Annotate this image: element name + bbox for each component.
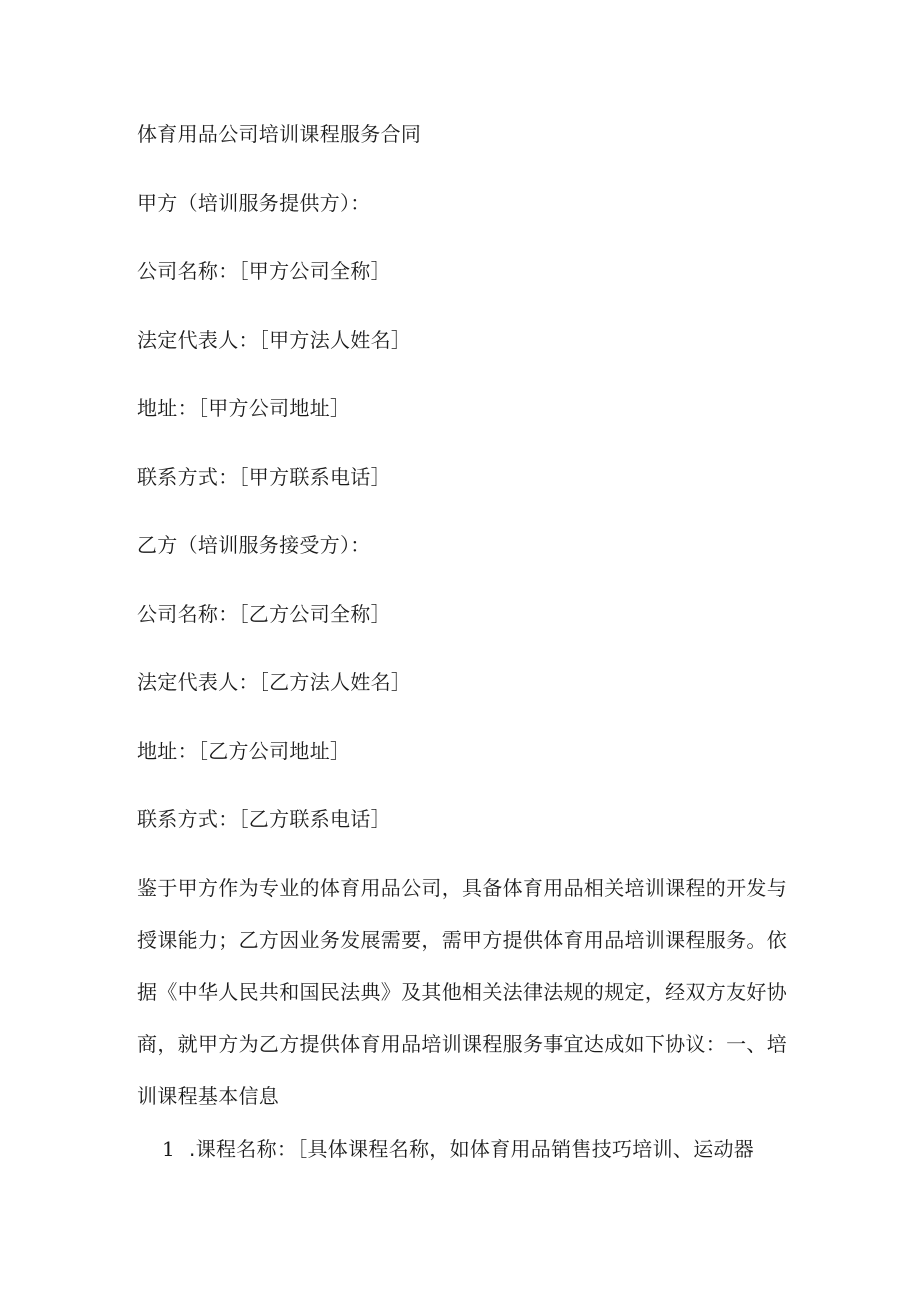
party-a-contact: 联系方式：［甲方联系电话］: [137, 465, 391, 489]
party-a-address: 地址：［甲方公司地址］: [137, 396, 351, 420]
item-text: .课程名称：［具体课程名称，如体育用品销售技巧培训、运动器: [189, 1137, 755, 1161]
document-title: 体育用品公司培训课程服务合同: [137, 122, 422, 146]
party-b-representative: 法定代表人：［乙方法人姓名］: [137, 670, 412, 694]
party-b-company: 公司名称：［乙方公司全称］: [137, 602, 391, 626]
party-a-company: 公司名称：［甲方公司全称］: [137, 259, 391, 283]
preamble-paragraph: 鉴于甲方作为专业的体育用品公司，具备体育用品相关培训课程的开发与授课能力；乙方因业务发展需要，需甲方提供体育用品培训课程服务。依据《中华人民共和国民法典》及其他相关法律法规的规定，经双方友好协商，就甲方为乙方提供体育用品培训课程服务事宜达成如下协议：一、培训课程基本信息: [137, 876, 787, 1108]
party-a-representative: 法定代表人：［甲方法人姓名］: [137, 328, 412, 352]
party-b-address: 地址：［乙方公司地址］: [137, 739, 351, 763]
party-b-contact: 联系方式：［乙方联系电话］: [137, 807, 391, 831]
party-a-heading: 甲方（培训服务提供方）：: [137, 191, 371, 215]
list-item: [162, 1137, 754, 1161]
item-number: 1: [162, 1137, 176, 1161]
party-b-heading: 乙方（培训服务接受方）：: [137, 533, 371, 557]
